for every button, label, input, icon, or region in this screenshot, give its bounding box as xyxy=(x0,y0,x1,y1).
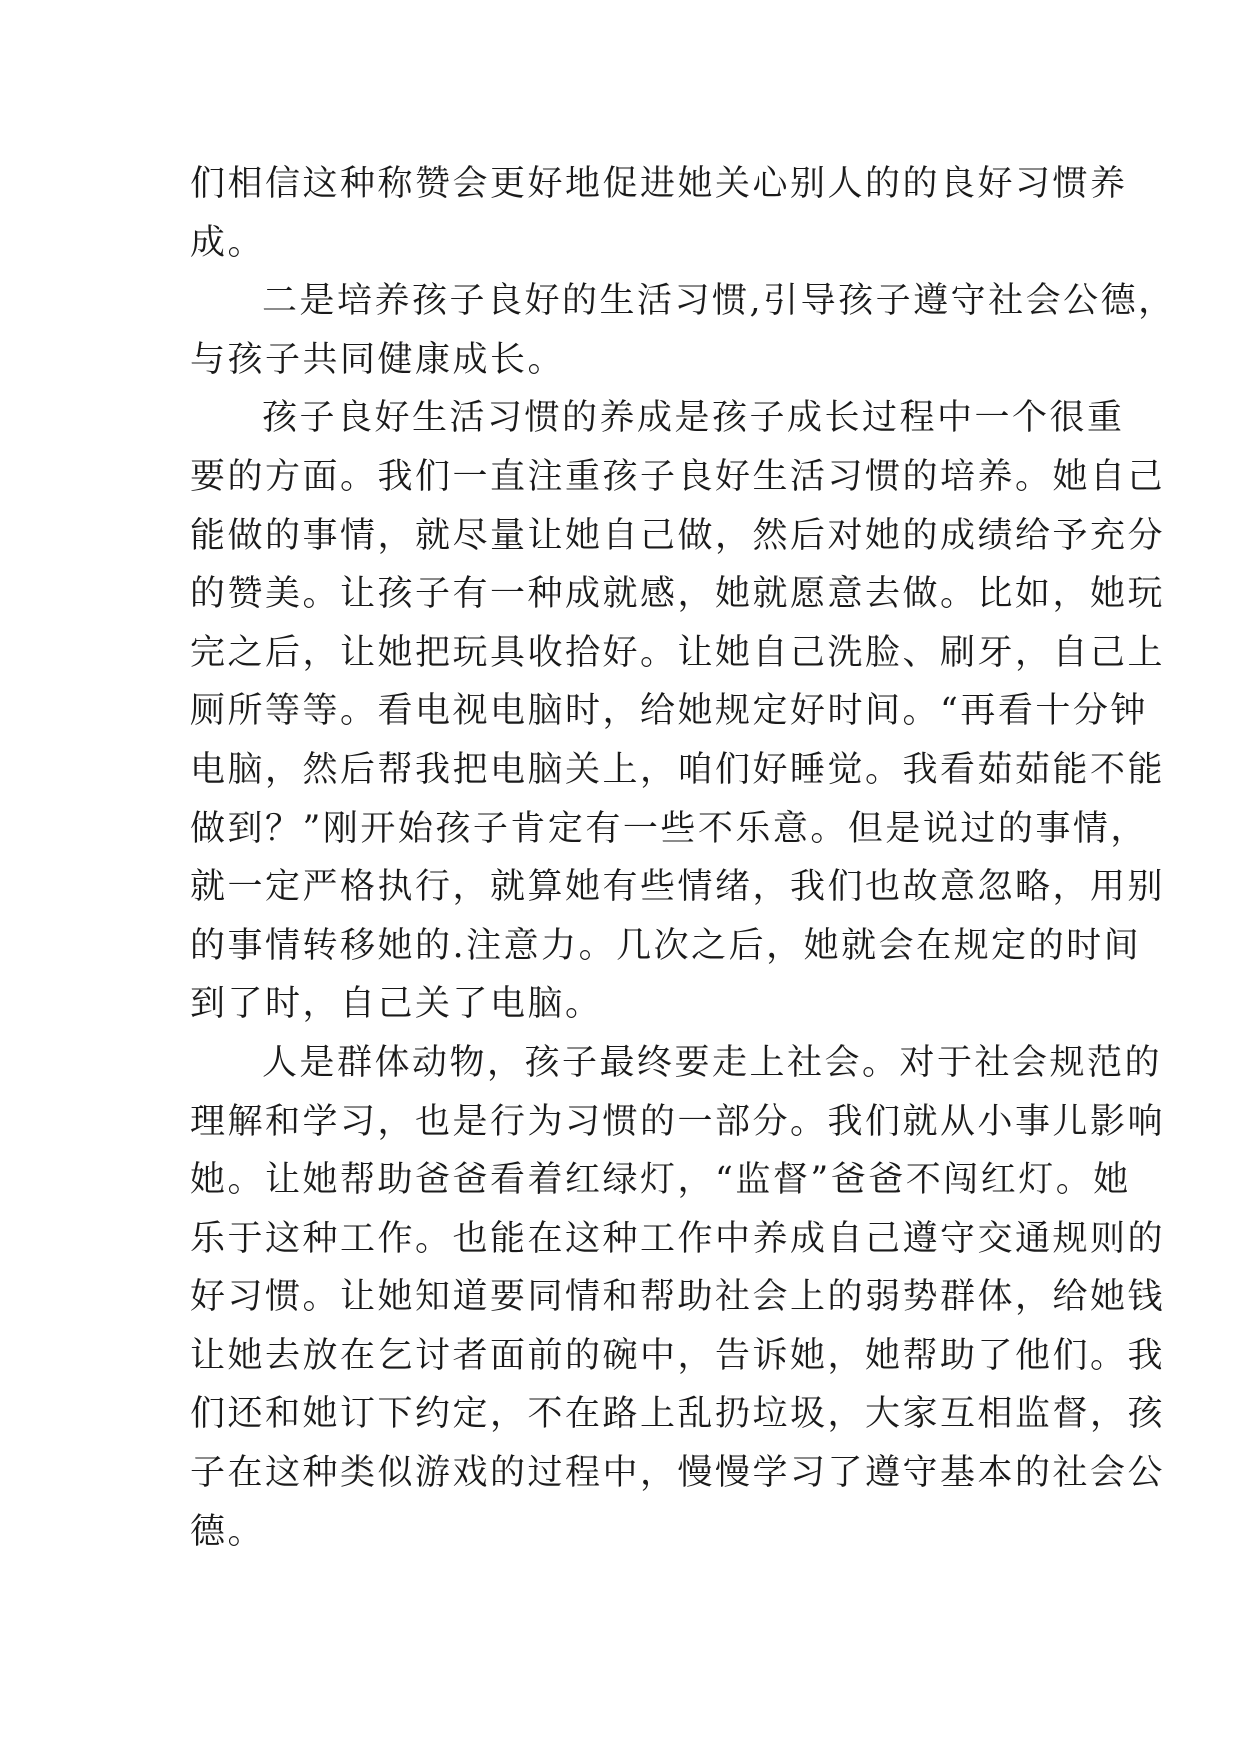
text-line: 德。 xyxy=(190,1511,266,1552)
paragraph-start-line: 人是群体动物，孩子最终要走上社会。对于社会规范的 xyxy=(262,1042,1163,1083)
text-line: 能做的事情，就尽量让她自己做，然后对她的成绩给予充分 xyxy=(190,515,1166,556)
text-line: 们还和她订下约定，不在路上乱扔垃圾，大家互相监督，孩 xyxy=(190,1394,1166,1435)
text-line: 好习惯。让她知道要同情和帮助社会上的弱势群体，给她钱 xyxy=(190,1277,1166,1318)
text-line: 电脑，然后帮我把电脑关上，咱们好睡觉。我看茹茹能不能 xyxy=(190,749,1166,790)
text-line: 们相信这种称赞会更好地促进她关心别人的的良好习惯养 xyxy=(190,164,1128,204)
text-line: 要的方面。我们一直注重孩子良好生活习惯的培养。她自己 xyxy=(190,456,1166,497)
text-line: 她。让她帮助爸爸看着红绿灯，“监督”爸爸不闯红灯。她 xyxy=(190,1160,1131,1201)
text-line: 做到？”刚开始孩子肯定有一些不乐意。但是说过的事情， xyxy=(190,808,1148,849)
text-line: 厕所等等。看电视电脑时，给她规定好时间。“再看十分钟 xyxy=(190,691,1148,732)
document-body xyxy=(190,155,1176,1561)
text-line: 完之后，让她把玩具收拾好。让她自己洗脸、刷牙，自己上 xyxy=(190,632,1166,673)
text-line: 就一定严格执行，就算她有些情绪，我们也故意忽略，用别 xyxy=(190,867,1166,908)
text-line: 的事情转移她的.注意力。几次之后，她就会在规定的时间 xyxy=(190,925,1142,966)
text-line: 让她去放在乞讨者面前的碗中，告诉她，她帮助了他们。我 xyxy=(190,1335,1166,1376)
text-line: 理解和学习，也是行为习惯的一部分。我们就从小事儿影响 xyxy=(190,1101,1166,1142)
text-line: 乐于这种工作。也能在这种工作中养成自己遵守交通规则的 xyxy=(190,1218,1166,1259)
text-line: 到了时，自己关了电脑。 xyxy=(190,984,603,1025)
text-line: 与孩子共同健康成长。 xyxy=(190,339,566,380)
paragraph-heading-line: 二是培养孩子良好的生活习惯,引导孩子遵守社会公德， xyxy=(262,281,1176,322)
text-line: 成。 xyxy=(190,222,266,263)
paragraph-start-line: 孩子良好生活习惯的养成是孩子成长过程中一个很重 xyxy=(262,398,1125,439)
text-line: 子在这种类似游戏的过程中，慢慢学习了遵守基本的社会公 xyxy=(190,1453,1166,1494)
text-line: 的赞美。让孩子有一种成就感，她就愿意去做。比如，她玩 xyxy=(190,574,1166,615)
